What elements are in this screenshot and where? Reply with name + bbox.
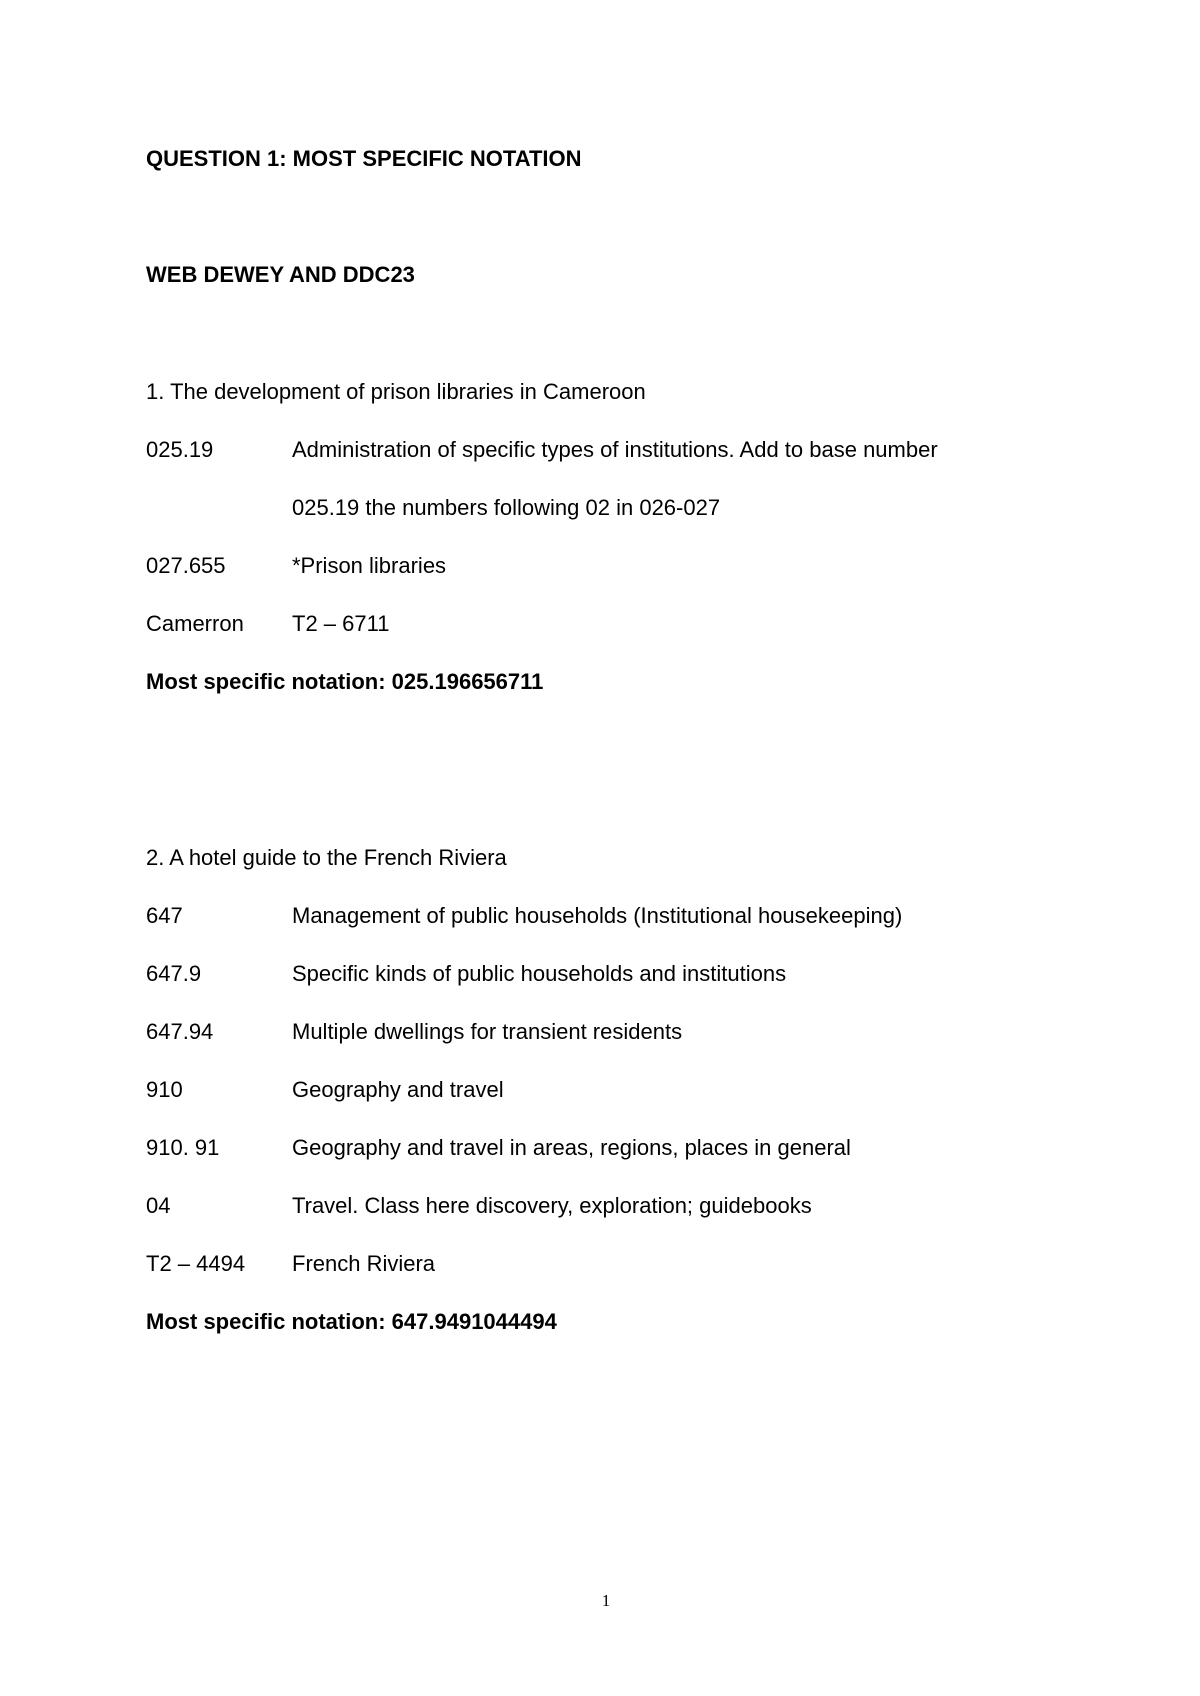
entry-description: French Riviera: [292, 1251, 436, 1276]
page-number: 1: [601, 1591, 611, 1610]
entry-description: 025.19 the numbers following 02 in 026-027: [292, 495, 721, 520]
entry-description: Geography and travel: [292, 1077, 504, 1102]
document-title: QUESTION 1: MOST SPECIFIC NOTATION: [146, 146, 582, 171]
entry-description: Travel. Class here discovery, exploration; guidebooks: [292, 1193, 812, 1218]
question-heading: 1. The development of prison libraries in Cameroon: [146, 379, 646, 404]
entry-code: 027.655: [146, 553, 226, 578]
entry-code: T2 – 4494: [146, 1251, 246, 1276]
entry-description: *Prison libraries: [292, 553, 447, 578]
question-result: Most specific notation: 647.9491044494: [146, 1309, 557, 1334]
entry-description: Administration of specific types of institutions. Add to base number: [292, 437, 938, 462]
entry-code: 910: [146, 1077, 183, 1102]
entry-code: 04: [146, 1193, 171, 1218]
entry-code: 025.19: [146, 437, 214, 462]
entry-code: 910. 91: [146, 1135, 220, 1160]
entry-code: Camerron: [146, 611, 244, 636]
entry-code: 647.94: [146, 1019, 214, 1044]
entry-description: Multiple dwellings for transient residents: [292, 1019, 683, 1044]
entry-code: 647.9: [146, 961, 202, 986]
entry-description: T2 – 6711: [292, 611, 390, 636]
entry-code: 647: [146, 903, 183, 928]
entry-description: Geography and travel in areas, regions, places in general: [292, 1135, 851, 1160]
entry-description: Specific kinds of public households and institutions: [292, 961, 787, 986]
document-subtitle: WEB DEWEY AND DDC23: [146, 262, 415, 287]
question-result: Most specific notation: 025.196656711: [146, 669, 544, 694]
question-heading: 2. A hotel guide to the French Riviera: [146, 845, 507, 870]
entry-description: Management of public households (Institutional housekeeping): [292, 903, 903, 928]
